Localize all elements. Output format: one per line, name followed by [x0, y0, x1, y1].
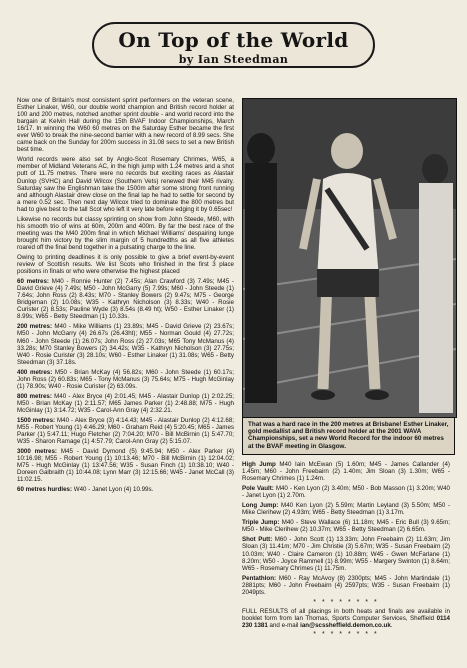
result-text: M40 Iain McEwan (5) 1.60m; M45 - James Callander (4) 1.45m; M60 - John Freebairn (2) 1.40m; Jim Sloan (3) 1.30m; W65 - Rosemary Chrimes (1) 1.24m. — [242, 461, 450, 483]
result-text: M60 - Ray McAvoy (8) 2300pts; M45 - John Martindale (1) 2881pts; M60 - John Freebairn (4) 2597pts; W35 - Susan Freebairn (1) 2049pts. — [242, 574, 450, 596]
result-entry — [242, 575, 450, 596]
footer-text: FULL RESULTS of all placings in both heats and finals are available in booklet form from Ian Thomas, Sports Computer Services, Sheffield — [242, 607, 450, 622]
footer-email: ian@scssheffield.demon.co.uk — [300, 621, 391, 629]
result-event-label: 60 metres hurdles: — [17, 486, 73, 494]
footer-mid: and e-mail — [267, 621, 301, 629]
result-text: M40 - Alex Bryce (4) 2:01.45; M45 - Alastair Dunlop (1) 2:02.25; M50 - Brian McKay (1) 2:11.57; M65 James Parker (1) 2:48.88; M75 - Hugh McGinlay (1) 3:14.72; W35 - Carol-Ann Gray (4) 2:32.21. — [17, 392, 234, 414]
result-entry — [17, 393, 234, 414]
result-entry — [242, 502, 450, 516]
photo-caption: That was a hard race in the 200 metres at Brisbane! Esther Linaker, gold medallist and British record holder at the 2001 WAVA Championships, set a new World Record for the indoor 60 metres at the BVAF meeting in Glasgow. — [242, 417, 455, 455]
result-text: M50 - Brian McKay (4) 56.82s; M60 - John Steede (1) 60.17s; John Ross (2) 60.83s; M65 - Tony McManus (3) 75.64s; M75 - Hugh McGinlay (1) 78.90s; W40 - Rosie Curister (2) 63.09s. — [17, 368, 234, 390]
race-photo-image — [243, 99, 456, 417]
intro-paragraph-1: Now one of Britain's most consistent sprint performers on the veteran scene, Esther Linaker, W60, our double world champion and British record holder at 100 and 200 metres, notched another sprint double - and world record into the bargain at Kelvin Hall during the 15th BVAF Indoor Championships, March 16/17. In winning the W60 60 metres on the Saturday Esther became the first ever W60 to break the nine-second barrier with a new record of 8.99 secs. She came back on the Sunday for 200m success in 31.08 secs to set a new British best time. — [17, 97, 234, 154]
result-event-label: 3000 metres: — [17, 448, 57, 456]
separator-stars: * * * * * * * * — [313, 598, 379, 606]
result-text: M40 - Ken Lyon (2) 3.40m; M50 - Bob Masson (1) 3.20m; W40 - Janet Lyon (1) 2.70m. — [242, 485, 450, 500]
result-text: W40 - Janet Lyon (4) 10.99s. — [72, 486, 154, 494]
result-entry — [242, 536, 450, 571]
result-entry — [17, 417, 234, 445]
result-text: M40 Ken Lyon (2) 5.59m; Martin Leyland (3) 5.50m; M50 - Mike Clerihew (2) 4.93m; W65 - Betty Steedman (1) 3.17m. — [242, 502, 451, 517]
intro-paragraph-3: Likewise no records but classy sprinting on show from John Steede, M60, with his smooth trio of wins at 60m, 200m and 400m. By far the best race of the meeting was the M40 200m final in which Michael Williams' despairing lunge brought him victory by the slim margin of 5 hundredths as all five athletes roared off the final bend together in a pulsating charge to the line. — [17, 215, 234, 251]
footer-note — [242, 608, 450, 629]
footer-end: . — [390, 621, 393, 629]
result-text: M40 - Alex Bryce (3) 4:14.43; M45 - Alastair Dunlop (2) 4:12.68; M55 - Robert Young (1) 4:46.29; M60 - Graham Reid (4) 5:20.45; M65 - James Parker (1) 5:47.11; Hugo Fletcher (2) 7:04.20; M70 - Bill McBirnin (1) 5:47.70; W35 - Sharon Ramage (1) 4:57.79; Carol-Ann Gray (2) 5:15.07. — [17, 416, 234, 446]
footer-phone: 0114 230 1381 — [242, 614, 450, 629]
results-list-right — [242, 461, 450, 596]
result-event-label: 400 metres: — [17, 368, 53, 376]
result-event-label: 200 metres: — [17, 323, 53, 331]
result-event-label: Shot Putt: — [242, 536, 273, 544]
result-event-label: Long Jump: — [242, 502, 279, 510]
result-entry — [242, 519, 450, 533]
author-byline: by Ian Steedman — [178, 53, 289, 66]
result-event-label: High Jump — [242, 461, 276, 468]
result-event-label: 60 metres: — [17, 278, 49, 286]
result-text: M40 - Ronnie Hunter (2) 7.45s; Alan Crawford (3) 7.49s; M45 - David Grieve (4) 7.49s; M50 - John McGarry (5) 7.99s; M60 - John Steede (1) 7.64s; John Ross (2) 8.43s; M70 - Stanley Bowers (2) 9.47s; M75 - George Bridgeman (2) 10.08s; W35 - Kathryn Nicholson (3) 8.33s; W40 - Rosie Curister (2) 8.53s; Pauline Wyde (3) 8.54s (8.49 ht); W50 - Esther Linaker (1) 8.99s; W65 - Betty Steedman (1) 10.33s. — [17, 278, 234, 321]
article-left-column — [17, 97, 234, 496]
result-text: M40 - Steve Wallace (6) 11.18m; M45 - Eric Bull (3) 9.65m; M50 - Mike Clerihew (2) 10.37m; W65 - Betty Steedman (2) 6.65m. — [242, 519, 450, 534]
result-text: M45 - David Dymond (5) 9:45.94; M50 - Alex Parker (4) 10:16.98; M55 - Robert Young (1) 10:13.46; M70 - Bill McBirnin (1) 12:04.02; M75 - Hugh McGinlay (1) 13:47.56; W35 - Susan Finch (1) 10:38.10; W40 - Doreen Galbraith (1) 10:44.08; Lynn Marr (3) 12:15.66; W45 - Janet McCall (3) 11:02.15. — [17, 448, 235, 484]
result-event-label: 800 metres: — [17, 392, 52, 400]
result-entry — [242, 461, 450, 482]
race-photo — [242, 98, 457, 418]
result-entry — [242, 485, 450, 499]
result-event-label: Triple Jump: — [242, 519, 280, 527]
article-right-column — [242, 461, 450, 640]
intro-paragraph-2: World records were also set by Anglo-Scot Rosemary Chrimes, W65, a member of Midland Veterans AC, in the high jump with 1.24 metres and a shot putt of 11.75 metres. There were no records but exciting races as Alastair Dunlop (SVHC) and David Wilcox (Southern Vets) renewed their M45 rivalry. Saturday saw the Englishman take the 1500m after some strong front running and although Alastair drew close on the final lap he had to settle for second by a mere 0.52 sec. Then next day Wilcox tried to dominate the 800 metres but had to give best to the tall Scot who left it very late before edging it by 0.65sec! — [17, 156, 234, 213]
result-entry — [17, 278, 234, 320]
title-banner — [92, 22, 375, 68]
result-entry — [17, 448, 234, 483]
result-entry — [17, 486, 234, 493]
intro-paragraph-4: Owing to printing deadlines it is only possible to give a brief event-by-event review of Scottish results. We list Scots who finished in the first 3 place positions in finals or who were otherwise the highest placed — [17, 253, 234, 276]
result-entry — [17, 323, 234, 365]
result-event-label: Pole Vault: — [242, 485, 274, 493]
results-list-left — [17, 278, 234, 493]
result-event-label: Pentathlon: — [242, 574, 277, 582]
page-title: On Top of the World — [118, 28, 349, 52]
result-entry — [17, 369, 234, 390]
result-text: M40 - Mike Williams (1) 23.89s; M45 - David Grieve (2) 23.67s; M50 - John McGarry (4) 26.67s (26.43ht); M55 - Norman Gould (4) 27.72s; M60 - John Steede (1) 26.07s; John Ross (2) 27.03s; M65 Tony McManus (4) 33.28s; M70 Stanley Bowers (2) 34.42s; W35 - Kathryn Nicholson (3) 27.75s; W40 - Rosie Curister (3) 28.10s; W60 - Esther Linaker (1) 31.08s; W65 - Betty Steedman (3) 37.18s. — [17, 323, 234, 366]
result-text: M60 - John Scott (1) 13.33m; John Freebairn (2) 11.63m; Jim Sloan (3) 11.41m; M70 - Jim Christie (3) 5.67m; W35 - Susan Freebairn (2) 10.03m; W40 - Claire Cameron (1) 10.88m; W45 - Gwen McFarlane (1) 8.20m; W50 - Joyce Rammell (1) 8.99m; W55 - Margery Swinton (1) 8.64m; W65 - Rosemary Chrimes (1) 11.75m. — [242, 536, 450, 572]
result-event-label: 1500 metres: — [17, 416, 56, 424]
separator-stars-bottom: * * * * * * * * — [313, 630, 379, 638]
